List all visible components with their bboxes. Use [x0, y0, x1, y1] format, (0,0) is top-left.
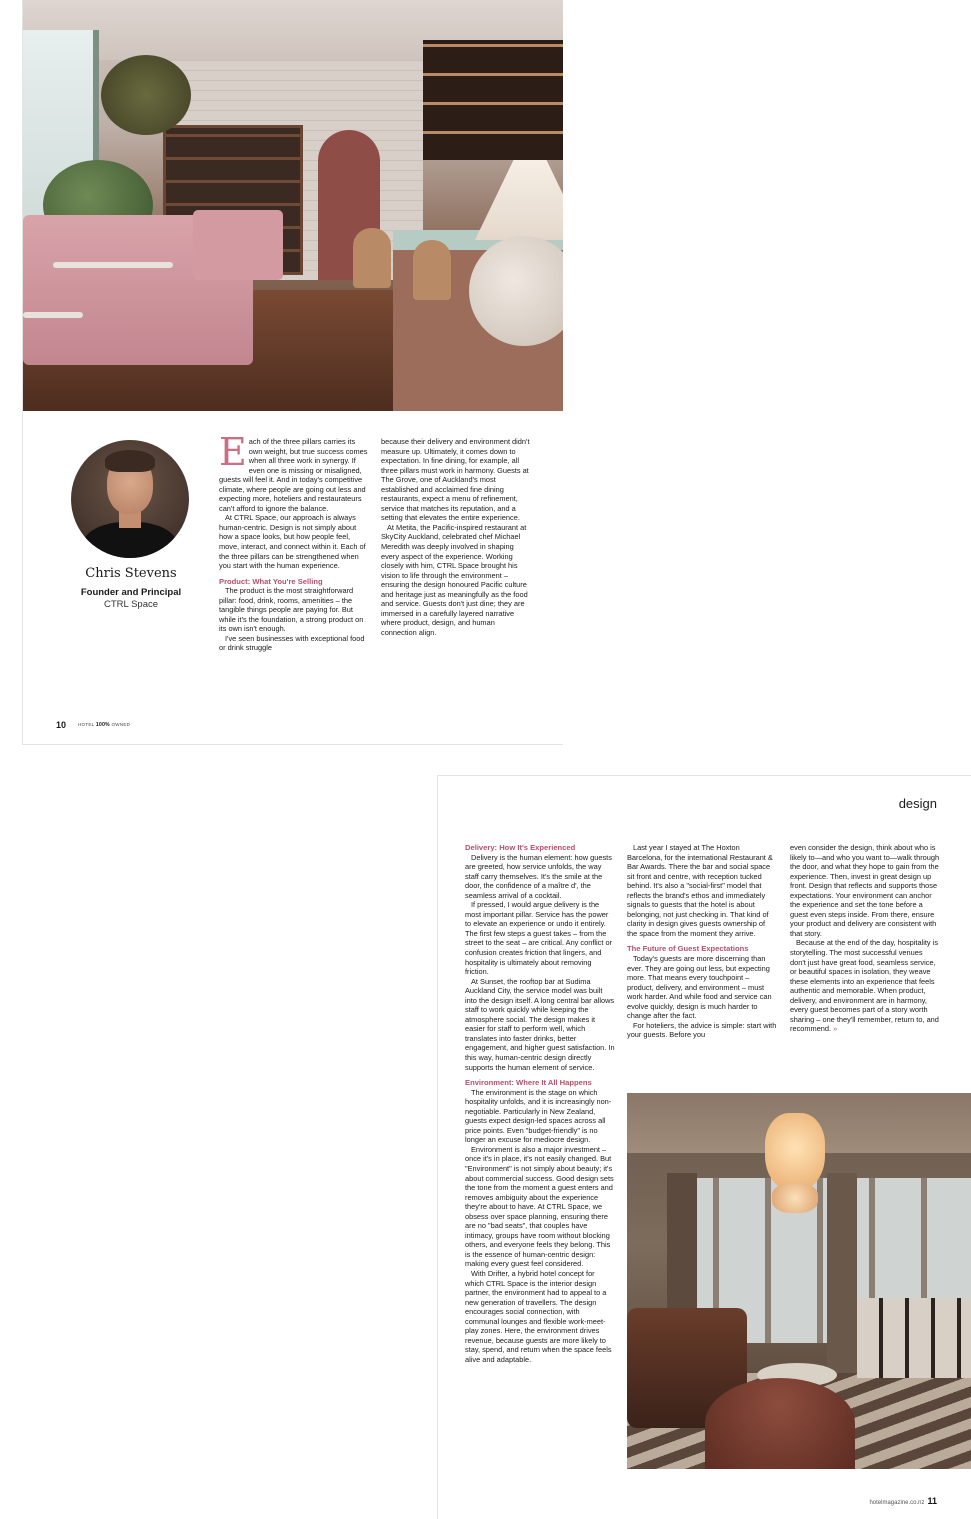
- article-column-5: [790, 843, 940, 1034]
- end-of-article-icon: »: [833, 1024, 838, 1034]
- paragraph: Delivery is the human element: how guests are greeted, how service unfolds, the way staff carry themselves. It's the smile at the door, the confidence of a maître d', the seamless arrival of a cocktail.: [465, 852, 612, 900]
- magazine-logo: HOTEL 100% OWNED: [78, 722, 131, 728]
- paragraph: For hoteliers, the advice is simple: start with your guests. Before you: [627, 1020, 777, 1040]
- subheading-future: The Future of Guest Expectations: [627, 944, 749, 954]
- article-column-4: [627, 843, 777, 1040]
- restaurant-photo: [23, 0, 563, 411]
- left-page: [22, 0, 563, 745]
- hotel-lobby-photo: [627, 1093, 971, 1469]
- page-number: 10: [56, 720, 67, 730]
- paragraph: With Drifter, a hybrid hotel concept for which CTRL Space is the interior design partner, the environment had to appeal to a new generation of travellers. The design encourages social connection, with communal lounges and flexible work-meet-play zones. Here, the environment drives revenue, because guests are more likely to stay, spend, and return when the space feels alive and adaptable.: [465, 1268, 612, 1364]
- paragraph: Each of the three pillars carries its own weight, but true success comes when all three work in synergy. If even one is missing or misaligned, guests will feel it. And in today's competitive climate, where people are going out less and expecting more, hoteliers and restaurateurs can't afford to ignore the balance.: [219, 430, 368, 513]
- article-column-1: [219, 430, 369, 653]
- article-column-2: [381, 437, 531, 637]
- article-column-3: [465, 843, 615, 1364]
- paragraph: At Sunset, the rooftop bar at Sudima Auckland City, the service model was built into the design itself. A long central bar allows staff to work quickly while keeping the atmosphere social. The design makes it easier for staff to perform well, which translates into faster drinks, better engagement, and higher guest satisfaction. In this way, human-centric design directly supports the human element of service.: [465, 976, 615, 1072]
- paragraph: Because at the end of the day, hospitality is storytelling. The most successful venues don't just have great food, seamless service, or beautiful spaces in isolation, they weave these elements into an experience that feels authentic and memorable. When product, delivery, and environment are in harmony, every guest becomes part of a story worth sharing – one they'll remember, return to, and recommend. »: [790, 938, 939, 1034]
- paragraph: I've seen businesses with exceptional food or drink struggle: [219, 633, 365, 653]
- subheading-product: Product: What You're Selling: [219, 576, 323, 586]
- author-portrait: [71, 440, 189, 558]
- paragraph: because their delivery and environment didn't measure up. Ultimately, it comes down to expectation. In fine dining, for example, all three pillars must work in harmony. Guests at The Grove, one of Auckland's most established and acclaimed fine dining restaurants, expect a menu of refinement, service that matches its reputation, and a setting that elevates the entire experience.: [381, 437, 530, 523]
- page-footer: [869, 1496, 937, 1506]
- paragraph: The product is the most straightforward pillar: food, drink, rooms, amenities – the tangible things people are paying for. But while it's the foundation, a strong product on its own isn't enough.: [219, 586, 364, 634]
- page-number: 11: [927, 1496, 937, 1506]
- paragraph: The environment is the stage on which hospitality unfolds, and it is increasingly non-negotiable. Particularly in New Zealand, guests expect design-led spaces across all price points. Even "budget-friendly" is no longer an excuse for mediocre design.: [465, 1087, 612, 1145]
- author-role: Founder and Principal: [80, 587, 182, 598]
- drop-cap: E: [219, 430, 247, 474]
- section-label: design: [898, 796, 937, 811]
- paragraph: At CTRL Space, our approach is always human-centric. Design is not simply about how a space looks, but how people feel, move, interact, and connect within it. Each of the three pillars can be strengthened when you start with the human experience.: [219, 513, 366, 571]
- paragraph: Today's guests are more discerning than ever. They are going out less, but expecting more. That means every touchpoint – product, delivery, and environment – must work harder. And while food and service can evolve quickly, design is much harder to change after the fact.: [627, 953, 772, 1021]
- paragraph: At Metita, the Pacific-inspired restaurant at SkyCity Auckland, celebrated chef Michael Meredith was deeply involved in shaping every aspect of the experience. Working closely with him, CTRL Space brought his vision to life through the environment – ensuring the design honoured Pacific culture and heritage just as meaningfully as the food and service. Guests don't just dine; they are immersed in a carefully layered narrative where product, design, and human connection align.: [381, 522, 528, 637]
- author-company: CTRL Space: [103, 599, 159, 610]
- right-page: [437, 775, 971, 1519]
- paragraph: Environment is also a major investment – once it's in place, it's not easily changed. But "Environment" is not simply about beauty; it's about commercial success. Good design sets the tone from the moment a guest enters and removes ambiguity about the experience they're about to have. At CTRL Space, we obsess over space planning, ensuring there are no "bad seats", that couples have intimacy, groups have room without blocking others, and everyone feels they belong. This is the essence of human-centric design: making every guest feel considered.: [465, 1144, 614, 1269]
- paragraph: If pressed, I would argue delivery is the most important pillar. Service has the power to elevate an experience or undo it entirely. The first few steps a guest takes – from the street to the seat – are critical. Any conflict or confusion creates friction that lingers, and hospitality is ultimately about removing friction.: [465, 900, 613, 977]
- subheading-environment: Environment: Where It All Happens: [465, 1078, 592, 1088]
- subheading-delivery: Delivery: How It's Experienced: [465, 843, 576, 852]
- author-name: Chris Stevens: [85, 566, 177, 581]
- paragraph: even consider the design, think about who is likely to—and who you want to—walk through the door, and what they hope to gain from the experience. Then, invest in great design up front. Design that reflects and supports those expectations. Your environment can anchor the experience and set the tone before a guest even steps inside. From there, ensure your product and delivery are consistent with that story.: [790, 843, 940, 938]
- paragraph: Last year I stayed at The Hoxton Barcelona, for the international Restaurant & Bar Awards. There the bar and social space sit front and centre, with reception tucked behind. It's also a "social-first" model that reflects the brand's ethos and immediately signals to guests that the hotel is about belonging, not just checking in. That kind of clarity in design gives guests ownership of the space from the moment they arrive.: [627, 843, 773, 938]
- website-url: hotelmagazine.co.nz: [869, 1500, 925, 1506]
